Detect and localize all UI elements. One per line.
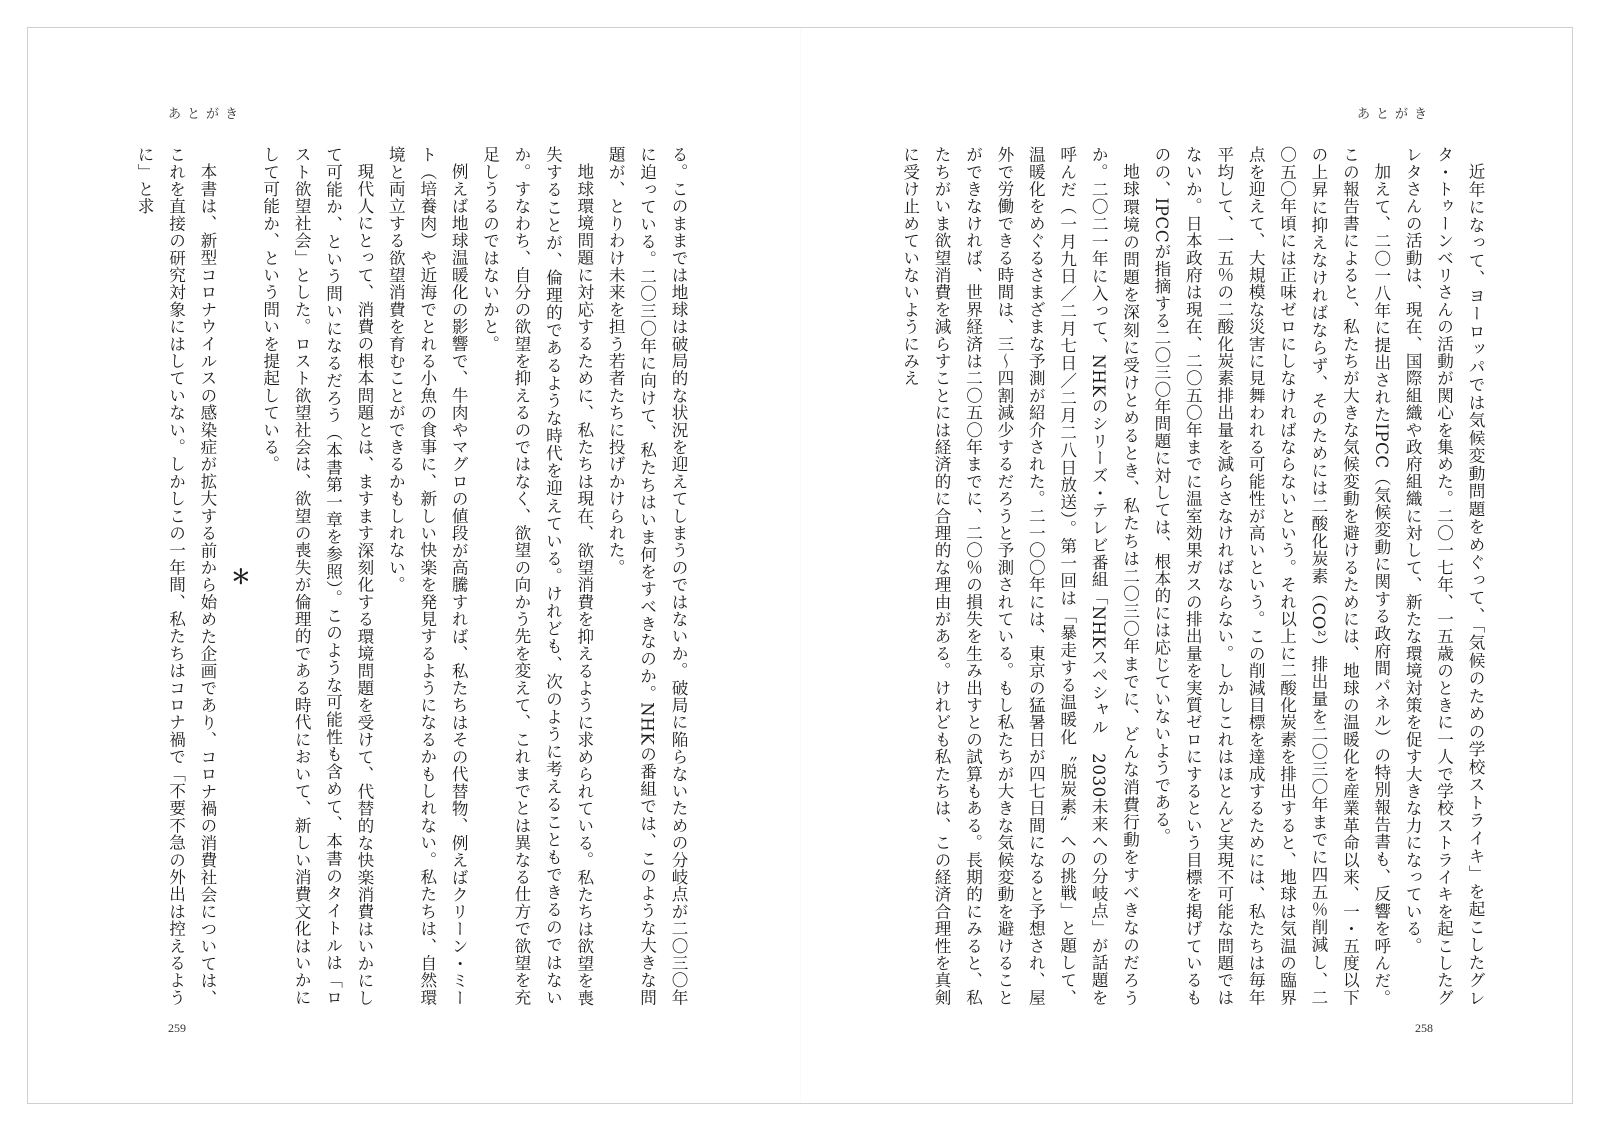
page-left <box>28 28 800 1103</box>
paragraph: 現代人にとって、消費の根本問題とは、ますます深刻化する環境問題を受けて、代替的な快楽消費はいかにして可能か、という問いになるだろう（本書第一章を参照）。このような可能性も含めて、本書のタイトルは「ロスト欲望社会」とした。ロスト欲望社会は、欲望の喪失が倫理的である時代において、新しい消費文化はいかにして可能か、という問いを提起している。 <box>260 146 374 1006</box>
book-spread <box>27 27 1573 1104</box>
body-text-right <box>900 146 1491 1006</box>
paragraph: 加えて、二〇一八年に提出されたIPCC（気候変動に関する政府間パネル）の特別報告書も、反響を呼んだ。この報告書によると、私たちが大きな気候変動を避けるためには、地球の温暖化を産業革命以来、一・五度以下の上昇に抑えなければならず、そのためには二酸化炭素（CO²）排出量を二〇三〇年までに四五％削減し、二〇五〇年頃には正味ゼロにしなければならないという。それ以上に二酸化炭素を排出すると、地球は気温の臨界点を迎えて、大規模な災害に見舞われる可能性が高いという。この削減目標を達成するためには、私たちは毎年平均して、一五％の二酸化炭素排出量を減らさなければならない。しかしこれはほとんど実現不可能な問題ではないか。日本政府は現在、二〇五〇年までに温室効果ガスの排出量を実質ゼロにするという目標を掲げているものの、IPCCが指摘する二〇三〇年問題に対しては、根本的には応じていないようである。 <box>1151 146 1391 1006</box>
paragraph: る。このままでは地球は破局的な状況を迎えてしまうのではないか。破局に陥らないための分岐点が二〇三〇年に迫っている。二〇三〇年に向けて、私たちはいま何をすべきなのか。NHKの番組では、このような大きな問題が、とりわけ未来を担う若者たちに投げかけられた。 <box>606 146 688 1006</box>
paragraph: 本書は、新型コロナウイルスの感染症が拡大する前から始めた企画であり、コロナ禍の消費社会については、これを直接の研究対象にはしていない。しかしこの一年間、私たちはコロナ禍で「不要不急の外出は控えるように」と求 <box>135 146 217 1006</box>
page-number-left: 259 <box>168 1021 186 1035</box>
paragraph: 近年になって、ヨーロッパでは気候変動問題をめぐって、「気候のための学校ストライキ」を起こしたグレタ・トゥーンベリさんの活動が関心を集めた。二〇一七年、一五歳のときに一人で学校ストライキを起こしたグレタさんの活動は、現在、国際組織や政府組織に対して、新たな環境対策を促す大きな力になっている。 <box>1403 146 1485 1006</box>
section-break-asterisk: ＊ <box>227 565 252 587</box>
paragraph: 地球環境の問題を深刻に受けとめるとき、私たちは二〇三〇年までに、どんな消費行動をすべきなのだろうか。二〇二一年に入って、NHKのシリーズ・テレビ番組「NHKスペシャル 2030未来への分岐点」が話題を呼んだ（一月九日／二月七日／二月二八日放送）。第一回は「暴走する温暖化〝脱炭素〟への挑戦」と題して、温暖化をめぐるさまざまな予測が紹介された。二一〇〇年には、東京の猛暑日が四七日間になると予想され、屋外で労働できる時間は、三〜四割減少するだろうと予測されている。もし私たちが大きな気候変動を避けることができなければ、世界経済は二〇五〇年までに、二〇％の損失を生み出すとの試算もある。長期的にみると、私たちがいま欲望消費を減らすことには経済的に合理的な理由がある。けれども私たちは、この経済合理性を真剣に受け止めていないようにみえ <box>900 146 1140 1006</box>
running-head-left: あとがき <box>168 107 245 122</box>
paragraph: 地球環境問題に対応するために、私たちは現在、欲望消費を抑えるように求められている。私たちは欲望を喪失することが、倫理的であるような時代を迎えている。けれども、次のように考えることもできるのではないか。すなわち、自分の欲望を抑えるのではなく、欲望の向かう先を変えて、これまでとは異なる仕方で欲望を充足しうるのではないかと。 <box>480 146 594 1006</box>
running-head-right: あとがき <box>1356 107 1433 122</box>
page-number-right: 258 <box>1415 1021 1433 1035</box>
paragraph: 例えば地球温暖化の影響で、牛肉やマグロの値段が高騰すれば、私たちはその代替物、例えばクリーン・ミート（培養肉）や近海でとれる小魚の食事に、新しい快楽を発見するようになるかもしれない。私たちは、自然環境と両立する欲望消費を育むことができるかもしれない。 <box>386 146 469 1006</box>
body-text-left <box>135 146 694 1006</box>
page-right <box>801 28 1573 1103</box>
